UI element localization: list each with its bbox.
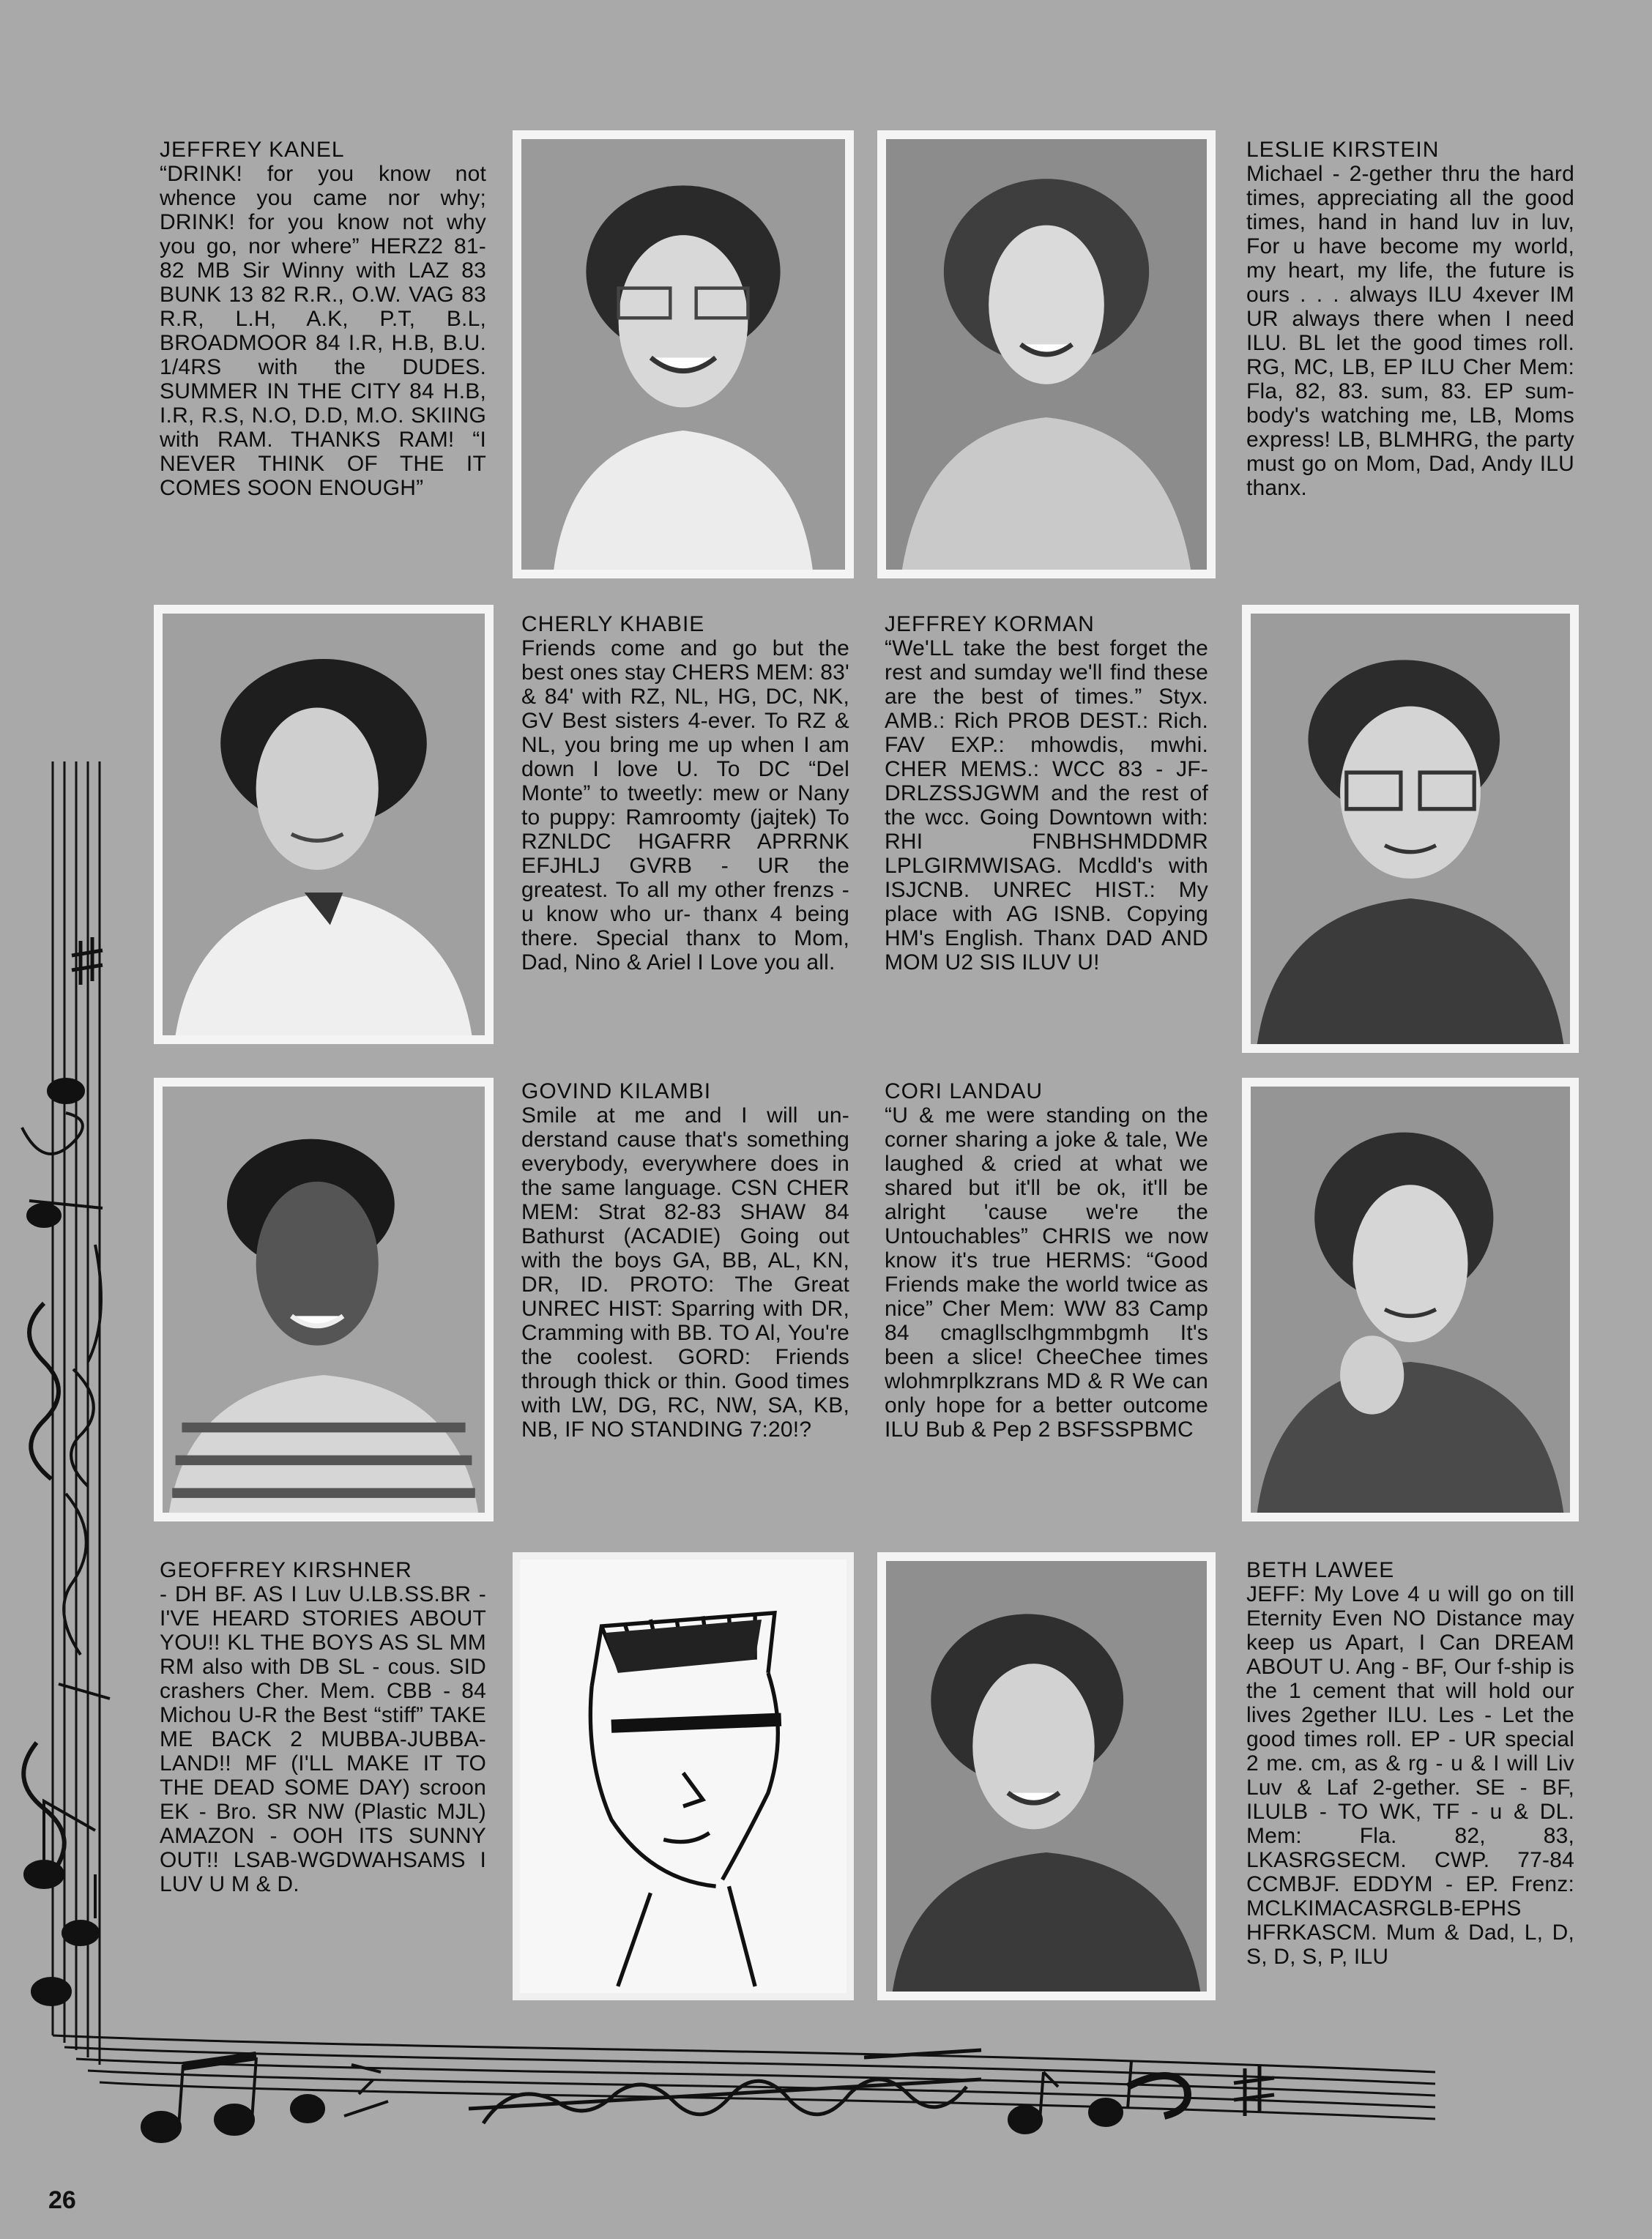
student-entry-leslie-kirstein [1246, 138, 1574, 562]
sketch-portrait-icon [520, 1560, 847, 1993]
student-entry-jeffrey-korman [885, 612, 1208, 1037]
student-entry-geoffrey-kirshner [160, 1558, 486, 1968]
student-quote: “U & me were standing on the corner sharing a joke & tale, We laughed & cried at what we shared but it'll be ok, it'll be alright 'cause we're the Untouchables” CHRIS we now know it's true HERMS: “Good Friends make the world twice as nice” Cher Mem: WW 83 Camp 84 cmagllsclhgmmbgmh It's been a slice! CheeChee times wlohmrplkzrans MD & R We can only hope for a better outcome ILU Bub & Pep 2 BSFSSPBMC [885, 1103, 1208, 1442]
student-name: JEFFREY KORMAN [885, 612, 1095, 636]
student-quote: Smile at me and I will un-derstand cause that's something everybody, everywhere does in the same language. CSN CHER MEM: Strat 82-83 SHAW 84 Bathurst (ACADIE) Going out with the boys GA, BB, AL, KN, DR, ID. PROTO: The Great UNREC HIST: Sparring with DR, Cramming with BB. TO Al, You're the coolest. GORD: Friends through thick or thin. Good times with LW, DG, RC, NW, SA, KB, NB, IF NO STANDING 7:20!? [521, 1103, 849, 1442]
student-name: JEFFREY KANEL [160, 138, 345, 162]
photo-beth-lawee [877, 1552, 1216, 2000]
student-name: BETH LAWEE [1246, 1558, 1395, 1582]
student-entry-cori-landau [885, 1079, 1208, 1519]
student-quote: Friends come and go but the best ones stay CHERS MEM: 83' & 84' with RZ, NL, HG, DC, NK, GV Best sisters 4-ever. To RZ & NL, you bring me up when I am down I love U. To DC “Del Monte” to tweetly: mew or Nany to puppy: Ramroomty (jajtek) To RZNLDC HGAFRR APRRNK EFJHLJ GVRB - UR the greatest. To all my other frenzs - u know who ur- thanx 4 being there. Special thanx to Mom, Dad, Nino & Ariel I Love you all. [521, 636, 849, 975]
student-quote: “DRINK! for you know not whence you came nor why; DRINK! for you know not why you go, nor where” HERZ2 81-82 MB Sir Winny with LAZ 83 BUNK 13 82 R.R., O.W. VAG 83 R.R, L.H, A.K, P.T, B.L, BROADMOOR 84 I.R, H.B, B.U. 1/4RS with the DUDES. SUMMER IN THE CITY 84 H.B, I.R, R.S, N.O, D.D, M.O. SKIING with RAM. THANKS RAM! “I NEVER THINK OF THE IT COMES SOON ENOUGH” [160, 162, 486, 500]
photo-cherly-khabie [154, 605, 494, 1044]
student-entry-beth-lawee [1246, 1558, 1574, 1997]
student-entry-cherly-khabie [521, 612, 849, 1037]
portrait-icon [886, 1561, 1207, 1992]
portrait-icon [521, 139, 845, 570]
portrait-icon [163, 614, 485, 1035]
page-number: 26 [48, 2186, 76, 2214]
portrait-icon [1251, 1087, 1570, 1513]
photo-govind-kilambi [154, 1078, 494, 1521]
photo-jeffrey-kanel [513, 130, 854, 578]
photo-jeffrey-korman [1242, 605, 1579, 1053]
student-quote: Michael - 2-gether thru the hard times, appreciating all the good times, hand in hand luv in luv, For u have become my world, my heart, my life, the future is ours . . . always ILU 4xever IM UR always there when I need ILU. BL let the good times roll. RG, MC, LB, EP ILU Cher Mem: Fla, 82, 83. sum, 83. EP sum-body's watching me, LB, Moms express! LB, BLMHRG, the party must go on Mom, Dad, Andy ILU thanx. [1246, 162, 1574, 500]
student-quote: - DH BF. AS I Luv U.LB.SS.BR - I'VE HEARD STORIES ABOUT YOU!! KL THE BOYS AS SL MM RM also with DB SL - cous. SID crashers Cher. Mem. CBB - 84 Michou U-R the Best “stiff” TAKE ME BACK 2 MUBBA-JUBBA-LAND!! MF (I'LL MAKE IT TO THE DEAD SOME DAY) scroon EK - Bro. SR NW (Plastic MJL) AMAZON - OOH ITS SUNNY OUT!! LSAB-WGDWAHSAMS I LUV U M & D. [160, 1582, 486, 1896]
photo-cori-landau [1242, 1078, 1579, 1521]
student-entry-jeffrey-kanel [160, 138, 486, 548]
student-name: GOVIND KILAMBI [521, 1079, 712, 1103]
eighth-note-icon [22, 1079, 110, 2005]
photo-geoffrey-kirshner [513, 1552, 854, 2000]
sharp-icon [72, 937, 103, 985]
portrait-icon [1251, 614, 1570, 1044]
portrait-icon [886, 139, 1207, 570]
treble-clef-icon [23, 1303, 64, 1874]
student-name: CHERLY KHABIE [521, 612, 705, 636]
portrait-icon [163, 1087, 485, 1513]
student-name: CORI LANDAU [885, 1079, 1043, 1103]
student-entry-govind-kilambi [521, 1079, 849, 1519]
student-quote: “We'LL take the best forget the rest and sumday we'll find these are the best of times.” Styx. AMB.: Rich PROB DEST.: Rich. FAV EXP.: mhowdis, mwhi. CHER MEMS.: WCC 83 - JF-DRLZSSJGWM and the rest of the wcc. Going Downtown with: RHI FNBHSHMDDMR LPLGIRMWISAG. Mcdld's with ISJCNB. UNREC HIST.: My place with AG ISNB. Copying HM's English. Thanx DAD AND MOM U2 SIS ILUV U! [885, 636, 1208, 975]
student-quote: JEFF: My Love 4 u will go on till Eternity Even NO Distance may keep us Apart, I Can DREAM ABOUT U. Ang - BF, Our f-ship is the 1 cement that will hold our lives 2gether ILU. Les - Let the good times roll. EP - UR special 2 me. cm, as & rg - u & I will Liv Luv & Laf 2-gether. SE - BF, ILULB - TO WK, TF - u & DL. Mem: Fla. 82, 83, LKASRGSECM. CWP. 77-84 CCMBJF. EDDYM - EP. Frenz: MCLKIMACASRGLB-EPHS HFRKASCM. Mum & Dad, L, D, S, D, S, P, ILU [1246, 1582, 1574, 1969]
photo-leslie-kirstein [877, 130, 1216, 578]
student-name: GEOFFREY KIRSHNER [160, 1558, 412, 1582]
student-name: LESLIE KIRSTEIN [1246, 138, 1440, 162]
